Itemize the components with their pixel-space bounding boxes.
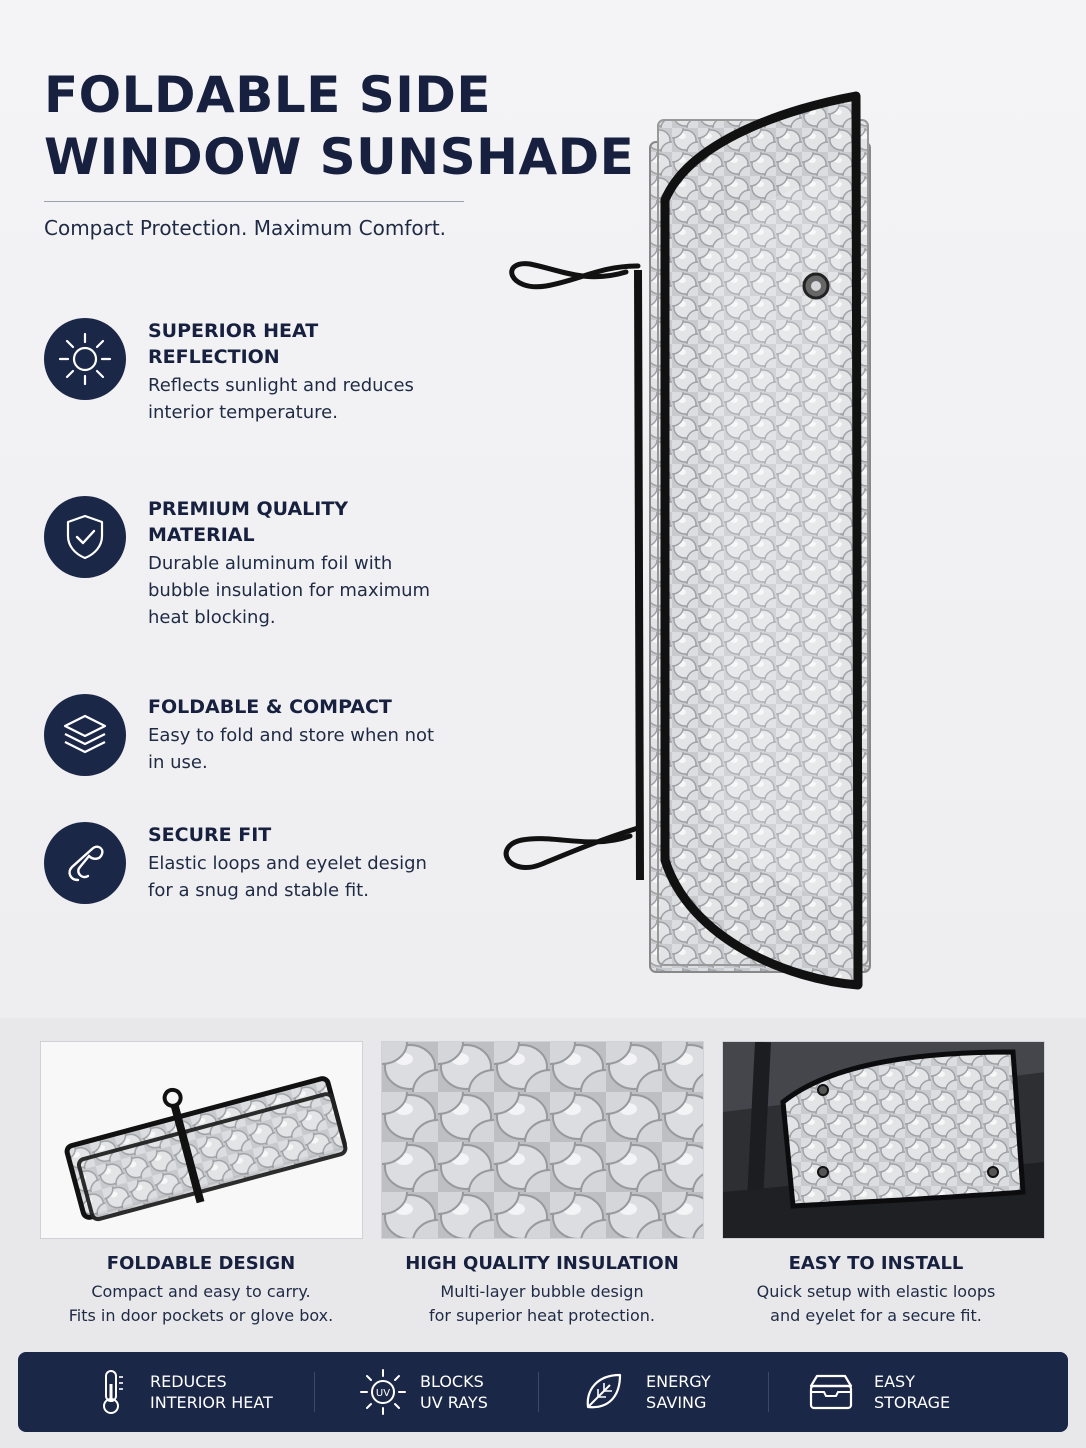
storage-box-icon [806,1370,856,1414]
infinity-loop-icon [58,836,112,890]
benefit-divider [768,1372,769,1412]
installed-window-image [722,1041,1045,1239]
benefit-label-line: ENERGY [646,1372,711,1391]
feature-badge [44,822,126,904]
benefit-label-line: BLOCKS [420,1372,484,1391]
feature-badge [44,694,126,776]
panel-title: EASY TO INSTALL [788,1253,964,1274]
sunshade-product-image [490,80,890,1000]
panel-title: FOLDABLE DESIGN [106,1253,296,1274]
feature-title: SUPERIOR HEAT REFLECTION [148,320,319,368]
title-divider [44,201,464,202]
benefit-label-line: REDUCES [150,1372,227,1391]
page-title: FOLDABLE SIDE WINDOW SUNSHADE [44,66,635,186]
panel-description-line: Quick setup with elastic loops [756,1282,996,1301]
shield-check-icon [59,511,111,563]
feature-badge [44,496,126,578]
panel-description-line: Multi-layer bubble design [440,1282,644,1301]
panel-insulation [372,1252,712,1328]
panel-install [706,1252,1046,1328]
benefit-label-line: UV RAYS [420,1393,488,1412]
feature-badge [44,318,126,400]
benefit-label-line: STORAGE [874,1393,951,1412]
feature-title: PREMIUM QUALITY MATERIAL [148,498,349,546]
thermometer-icon [91,1368,131,1416]
benefit-label-line: SAVING [646,1393,707,1412]
panel-description-line: and eyelet for a secure fit. [770,1306,982,1325]
page-subtitle: Compact Protection. Maximum Comfort. [44,216,447,240]
uv-sun-icon [358,1367,408,1417]
feature-title: FOLDABLE & COMPACT [148,696,392,718]
insulation-closeup-image [381,1041,704,1239]
feature-description: Durable aluminum foil with bubble insulation for maximum heat blocking. [148,553,431,628]
panel-foldable-design [31,1252,371,1328]
panel-title: HIGH QUALITY INSULATION [405,1253,679,1274]
benefit-label-line: EASY [874,1372,915,1391]
layers-icon [58,708,112,762]
sun-icon [56,330,114,388]
svg-text:UV: UV [375,1388,391,1399]
benefit-energy-saving [578,1352,786,1432]
benefit-easy-storage [806,1352,1014,1432]
feature-description: Easy to fold and store when not in use. [148,725,435,773]
feature-description: Reflects sunlight and reduces interior temperature. [148,375,414,423]
panel-description-line: Fits in door pockets or glove box. [68,1306,334,1325]
benefit-uv-rays [358,1352,560,1432]
benefit-label-line: INTERIOR HEAT [150,1393,273,1412]
benefits-bar [18,1352,1068,1432]
foldable-design-image [40,1041,363,1239]
panel-description-line: Compact and easy to carry. [91,1282,311,1301]
benefit-divider [538,1372,539,1412]
leaf-icon [580,1369,626,1415]
benefit-divider [314,1372,315,1412]
panel-description-line: for superior heat protection. [428,1306,655,1325]
benefit-interior-heat [86,1352,290,1432]
feature-title: SECURE FIT [148,824,272,846]
feature-description: Elastic loops and eyelet design for a snug and stable fit. [148,853,427,901]
